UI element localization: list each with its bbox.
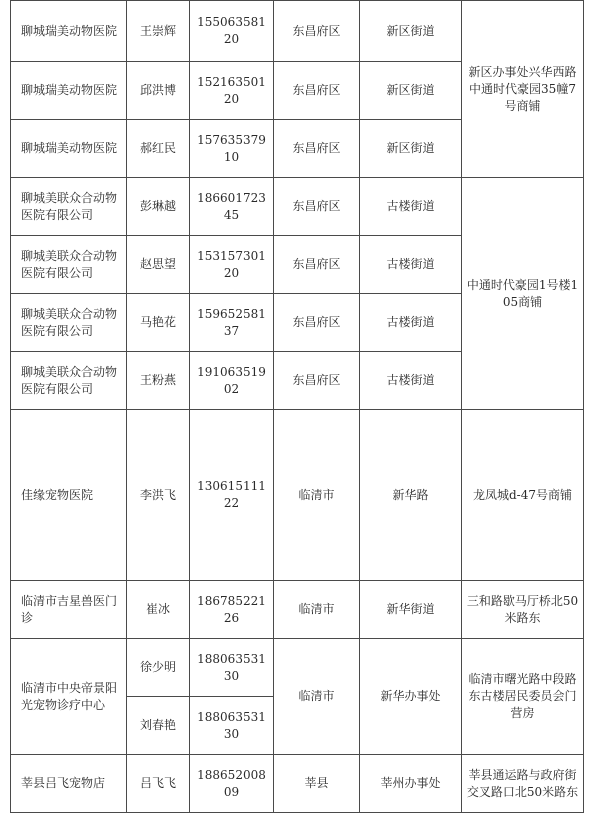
contact-person-cell: 邱洪博 [127, 62, 190, 120]
clinic-name-cell: 聊城美联众合动物医院有限公司 [11, 294, 127, 352]
clinic-name-cell: 聊城美联众合动物医院有限公司 [11, 352, 127, 410]
phone-cell: 18660172345 [190, 178, 274, 236]
district-cell: 临清市 [274, 410, 360, 581]
table-row [11, 639, 584, 697]
street-cell: 新华路 [360, 410, 462, 581]
phone-cell: 15216350120 [190, 62, 274, 120]
phone-cell: 18678522126 [190, 581, 274, 639]
phone-cell: 18865200809 [190, 755, 274, 813]
contact-person-cell: 崔冰 [127, 581, 190, 639]
district-cell: 东昌府区 [274, 236, 360, 294]
table-row [11, 755, 584, 813]
address-cell: 中通时代豪园1号楼105商铺 [462, 178, 584, 410]
contact-person-cell: 王崇辉 [127, 1, 190, 62]
table-row [11, 1, 584, 62]
phone-cell: 18806353130 [190, 697, 274, 755]
contact-person-cell: 徐少明 [127, 639, 190, 697]
street-cell: 新区街道 [360, 1, 462, 62]
clinic-name-cell: 聊城瑞美动物医院 [11, 1, 127, 62]
district-cell: 临清市 [274, 639, 360, 755]
address-cell: 三和路歇马厅桥北50米路东 [462, 581, 584, 639]
table-row [11, 581, 584, 639]
clinic-name-cell: 聊城美联众合动物医院有限公司 [11, 178, 127, 236]
clinic-table [10, 0, 584, 813]
street-cell: 古楼街道 [360, 236, 462, 294]
phone-cell: 19106351902 [190, 352, 274, 410]
street-cell: 新华街道 [360, 581, 462, 639]
street-cell: 古楼街道 [360, 178, 462, 236]
district-cell: 东昌府区 [274, 62, 360, 120]
contact-person-cell: 赵思望 [127, 236, 190, 294]
clinic-name-cell: 聊城瑞美动物医院 [11, 120, 127, 178]
contact-person-cell: 彭琳越 [127, 178, 190, 236]
district-cell: 东昌府区 [274, 294, 360, 352]
table-row [11, 178, 584, 236]
phone-cell: 18806353130 [190, 639, 274, 697]
clinic-name-cell: 佳缘宠物医院 [11, 410, 127, 581]
contact-person-cell: 刘春艳 [127, 697, 190, 755]
phone-cell: 15506358120 [190, 1, 274, 62]
contact-person-cell: 吕飞飞 [127, 755, 190, 813]
contact-person-cell: 马艳花 [127, 294, 190, 352]
street-cell: 新华办事处 [360, 639, 462, 755]
clinic-name-cell: 临清市吉星兽医门诊 [11, 581, 127, 639]
street-cell: 古楼街道 [360, 294, 462, 352]
address-cell: 临清市曙光路中段路东古楼居民委员会门营房 [462, 639, 584, 755]
contact-person-cell: 李洪飞 [127, 410, 190, 581]
contact-person-cell: 郝红民 [127, 120, 190, 178]
district-cell: 东昌府区 [274, 1, 360, 62]
street-cell: 新区街道 [360, 120, 462, 178]
phone-cell: 15315730120 [190, 236, 274, 294]
contact-person-cell: 王粉燕 [127, 352, 190, 410]
street-cell: 新区街道 [360, 62, 462, 120]
address-cell: 龙凤城d-47号商铺 [462, 410, 584, 581]
clinic-name-cell: 聊城美联众合动物医院有限公司 [11, 236, 127, 294]
street-cell: 古楼街道 [360, 352, 462, 410]
street-cell: 莘州办事处 [360, 755, 462, 813]
district-cell: 东昌府区 [274, 178, 360, 236]
address-cell: 莘县通运路与政府街交叉路口北50米路东 [462, 755, 584, 813]
table-row [11, 410, 584, 581]
district-cell: 东昌府区 [274, 120, 360, 178]
phone-cell: 15763537910 [190, 120, 274, 178]
clinic-name-cell: 聊城瑞美动物医院 [11, 62, 127, 120]
phone-cell: 13061511122 [190, 410, 274, 581]
district-cell: 莘县 [274, 755, 360, 813]
district-cell: 东昌府区 [274, 352, 360, 410]
clinic-name-cell: 临清市中央帝景阳光宠物诊疗中心 [11, 639, 127, 755]
clinic-name-cell: 莘县吕飞宠物店 [11, 755, 127, 813]
district-cell: 临清市 [274, 581, 360, 639]
address-cell: 新区办事处兴华西路中通时代豪园35幢7号商铺 [462, 1, 584, 178]
phone-cell: 15965258137 [190, 294, 274, 352]
